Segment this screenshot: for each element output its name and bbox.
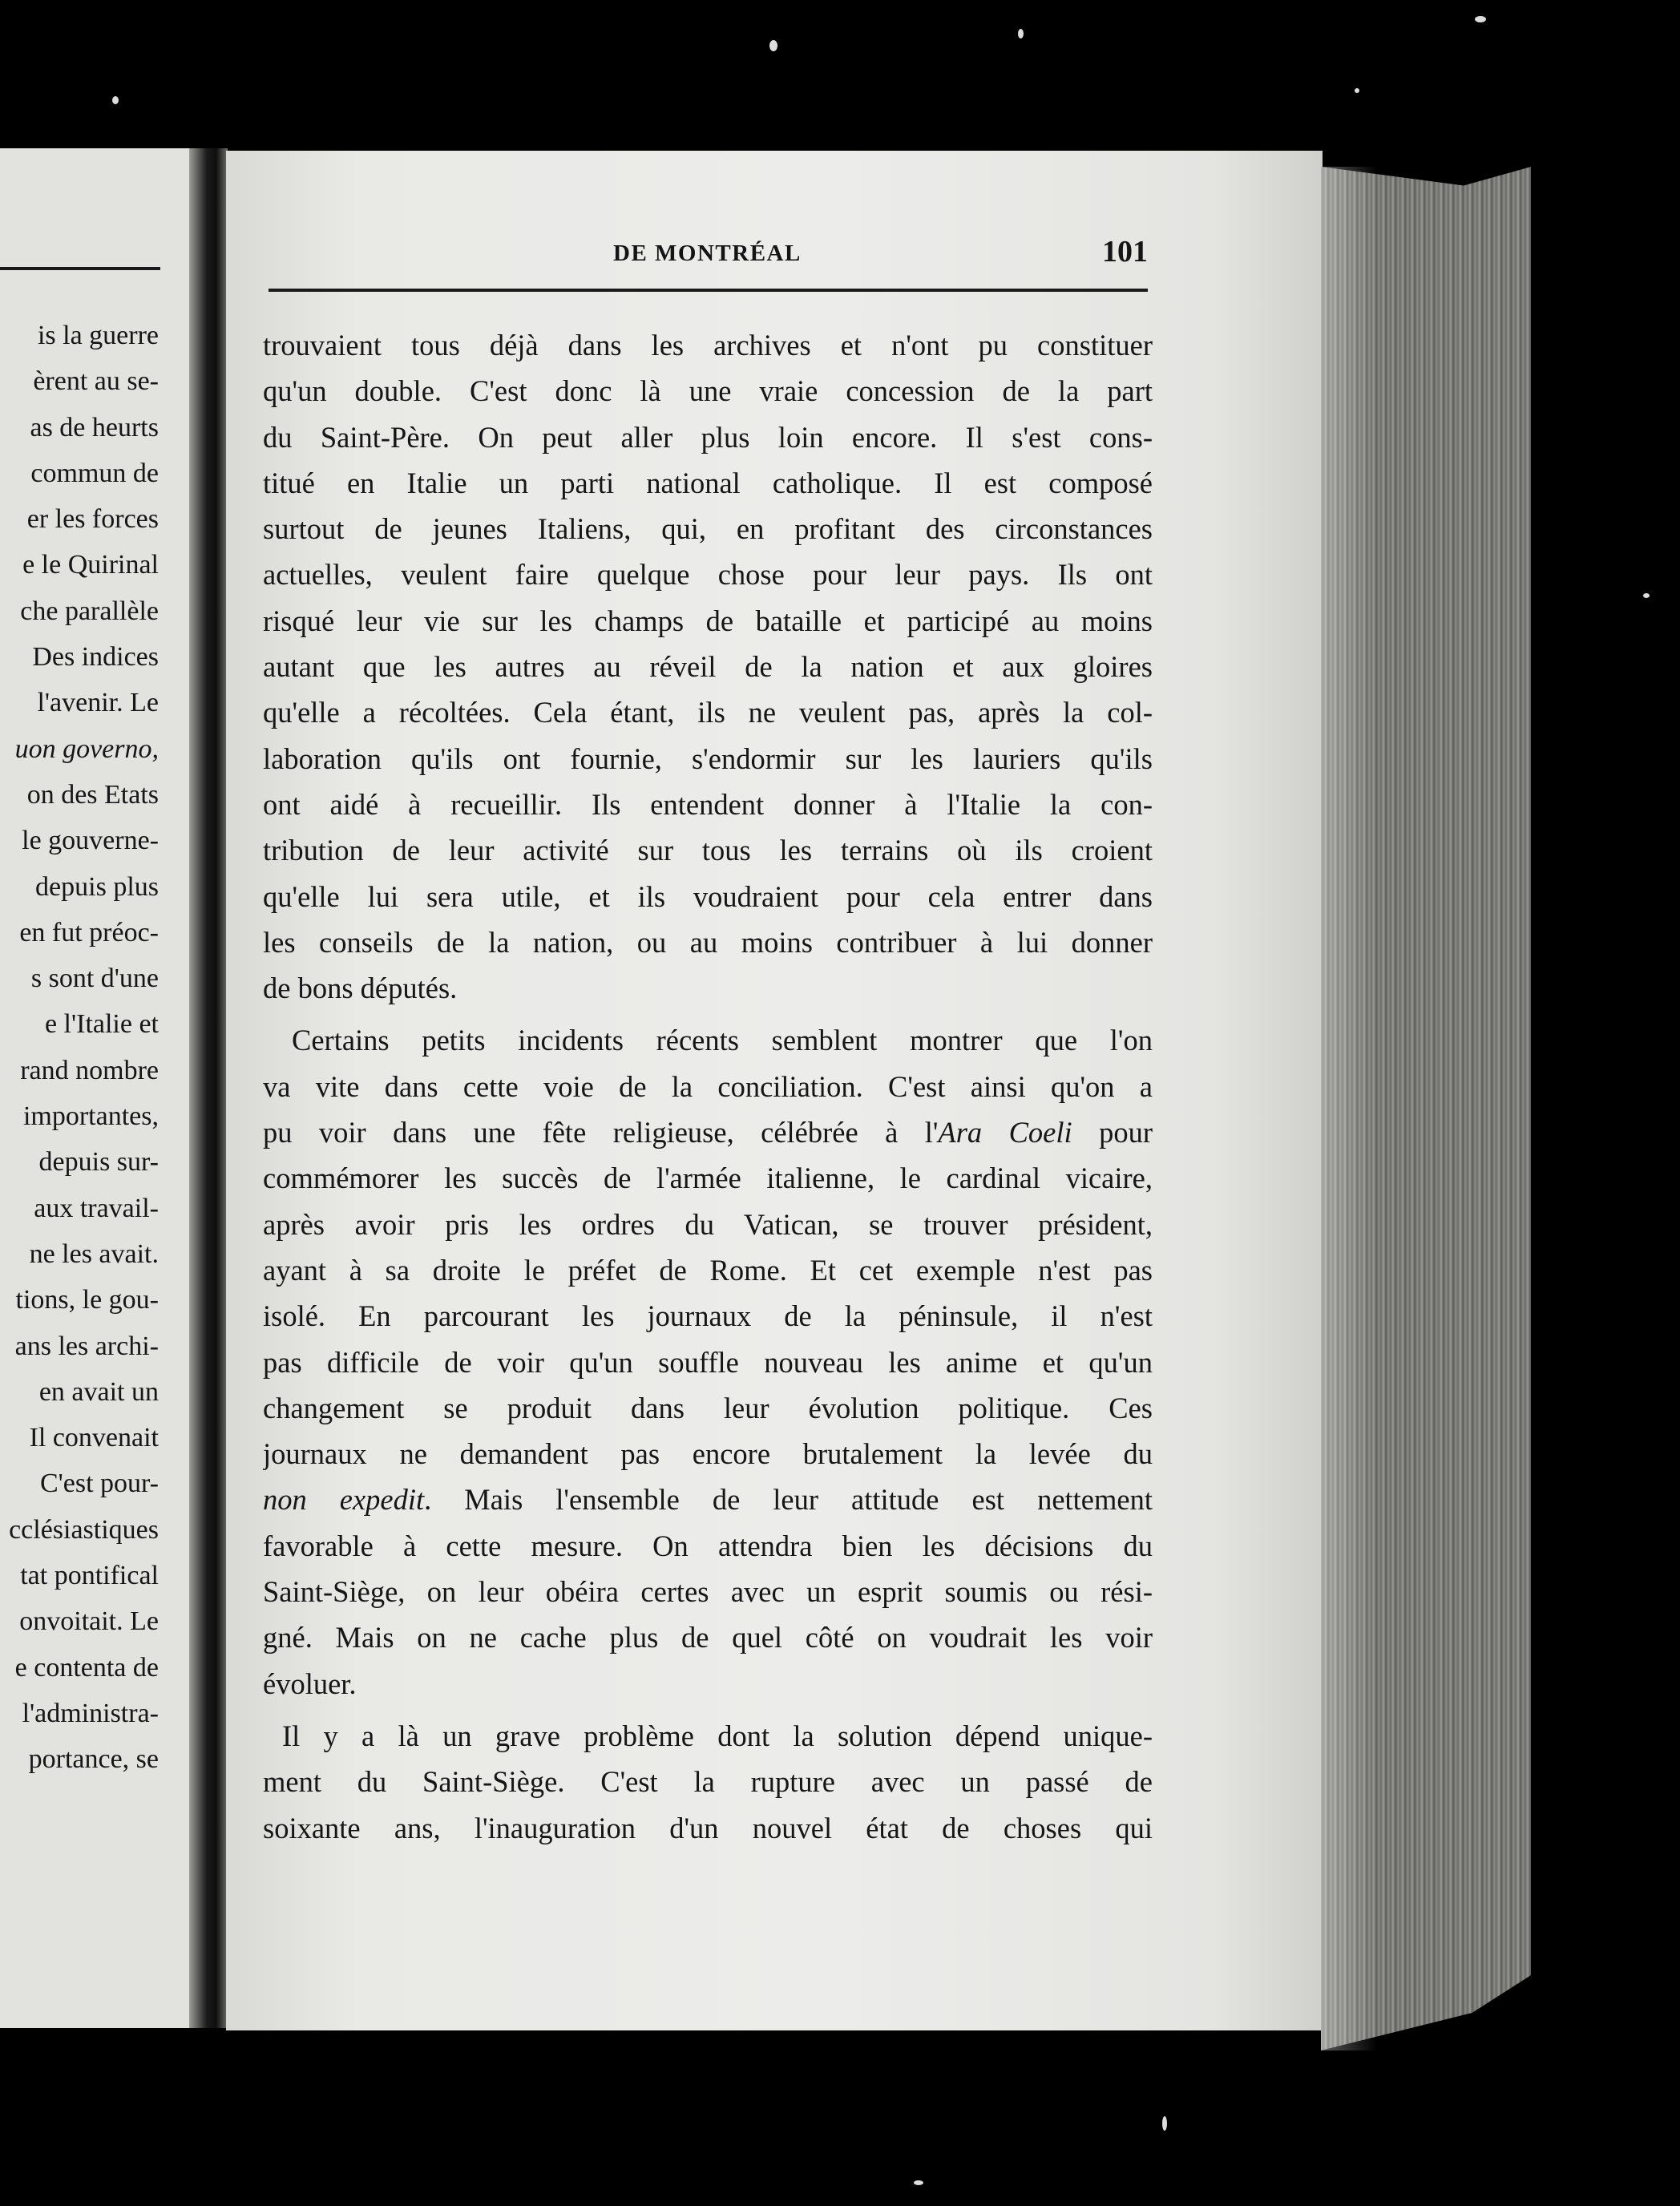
left-page-line: tions, le gou- <box>15 1285 159 1315</box>
text-line: commémorer les succès de l'armée italienne, le cardinal vicaire, <box>263 1162 1153 1195</box>
text-line: qu'elle a récoltées. Cela étant, ils ne veulent pas, après la col- <box>263 696 1153 729</box>
running-head <box>269 232 1150 281</box>
text-line: tribution de leur activité sur tous les terrains où ils croient <box>263 834 1153 867</box>
text-line: laboration qu'ils ont fournie, s'endormir sur les lauriers qu'ils <box>263 741 1153 775</box>
left-page-line: che parallèle <box>20 596 159 626</box>
dust-speck <box>1162 2116 1167 2131</box>
left-page-line: en fut préoc- <box>19 917 159 947</box>
left-page-line: l'administra- <box>22 1698 159 1728</box>
left-page-line: is la guerre <box>37 321 159 350</box>
text-line: Il y a là un grave problème dont la solution dépend unique- <box>282 1719 1153 1752</box>
text-line: va vite dans cette voie de la conciliation. C'est ainsi qu'on a <box>263 1069 1153 1103</box>
left-page-header-rule <box>0 267 160 270</box>
left-page-line: C'est pour- <box>39 1469 159 1499</box>
text-line: du Saint-Père. On peut aller plus loin encore. Il s'est cons- <box>263 420 1153 454</box>
text-line: les conseils de la nation, ou au moins contribuer à lui donner <box>263 925 1153 959</box>
left-page-line: le gouverne- <box>22 826 159 856</box>
left-page-line: portance, se <box>28 1744 159 1775</box>
left-page-line: as de heurts <box>30 412 159 442</box>
left-page-line: aux travail- <box>34 1193 159 1223</box>
text-line: actuelles, veulent faire quelque chose pour leur pays. Ils ont <box>263 558 1153 592</box>
text-line: soixante ans, l'inauguration d'un nouvel état de choses qui <box>263 1811 1153 1844</box>
left-page-line: cclésiastiques <box>9 1514 159 1545</box>
left-page-line: depuis plus <box>35 871 159 902</box>
dust-speck <box>112 96 119 104</box>
dust-speck <box>1018 29 1024 38</box>
text-line: ont aidé à recueillir. Ils entendent donner à l'Italie la con- <box>263 787 1153 821</box>
text-line: qu'elle lui sera utile, et ils voudraient pour cela entrer dans <box>263 879 1153 913</box>
text-line: ment du Saint-Siège. C'est la rupture avec un passé de <box>263 1765 1153 1799</box>
text-line: Certains petits incidents récents semblent montrer que l'on <box>292 1024 1153 1057</box>
text-line: gné. Mais on ne cache plus de quel côté on voudrait les voir <box>263 1621 1153 1654</box>
left-page-line: commun de <box>30 458 159 488</box>
text-line: Saint-Siège, on leur obéira certes avec un esprit soumis ou rési- <box>263 1575 1153 1609</box>
page-body <box>263 322 1153 1851</box>
dust-speck <box>1643 593 1650 598</box>
text-line: trouvaient tous déjà dans les archives et n'ont pu constituer <box>263 329 1153 362</box>
italic-phrase: Ara Coeli <box>938 1116 1072 1149</box>
left-page-line: er les forces <box>26 504 159 535</box>
text-line: de bons députés. <box>263 972 458 1005</box>
text-line: journaux ne demandent pas encore brutalement la levée du <box>263 1437 1153 1471</box>
left-page-line: e contenta de <box>14 1652 159 1683</box>
left-page-line: tat pontifical <box>20 1561 159 1591</box>
left-page-line: s sont d'une <box>30 964 159 994</box>
text-line: risqué leur vie sur les champs de bataille et participé au moins <box>263 604 1153 637</box>
text-line: qu'un double. C'est donc là une vraie concession de la part <box>263 374 1153 408</box>
left-page-text <box>0 313 159 1783</box>
page-edges-shade <box>1321 167 1377 2050</box>
left-page-line: e l'Italie et <box>44 1009 159 1040</box>
text-line: surtout de jeunes Italiens, qui, en profitant des circonstances <box>263 512 1153 546</box>
dust-speck <box>1475 16 1486 22</box>
dust-speck <box>769 40 777 51</box>
text-line: titué en Italie un parti national catholique. Il est composé <box>263 466 1153 499</box>
page-number: 101 <box>1102 235 1148 269</box>
left-page-line: Il convenait <box>29 1423 159 1453</box>
text-line: isolé. En parcourant les journaux de la péninsule, il n'est <box>263 1299 1153 1333</box>
italic-phrase: non expedit <box>263 1483 425 1517</box>
left-page-line: l'avenir. Le <box>37 688 159 718</box>
left-page-line: ans les archi- <box>14 1331 159 1361</box>
text-line: favorable à cette mesure. On attendra bien les décisions du <box>263 1529 1153 1562</box>
left-page-line: e le Quirinal <box>22 550 159 580</box>
left-page-fragment <box>0 148 189 2028</box>
left-page-line: èrent au se- <box>33 366 159 397</box>
paragraph <box>263 1713 1153 1851</box>
text-line: non expedit. Mais l'ensemble de leur attitude est nettement <box>263 1483 1153 1517</box>
left-page-line: ne les avait. <box>29 1238 159 1269</box>
left-page-line: en avait un <box>38 1376 159 1407</box>
text-line: autant que les autres au réveil de la nation et aux gloires <box>263 650 1153 684</box>
book-gutter <box>189 148 228 2028</box>
text-line: après avoir pris les ordres du Vatican, se trouver président, <box>263 1207 1153 1241</box>
left-page-line: rand nombre <box>20 1055 159 1085</box>
paragraph <box>263 1017 1153 1706</box>
text-line: évoluer. <box>263 1667 357 1700</box>
left-page-line: Des indices <box>32 642 159 673</box>
paragraph <box>263 322 1153 1011</box>
text-line: changement se produit dans leur évolution politique. Ces <box>263 1391 1153 1424</box>
left-page-line: on des Etats <box>26 779 159 810</box>
left-page-line: depuis sur- <box>38 1147 159 1178</box>
running-head-rule <box>269 289 1148 292</box>
text-line: pu voir dans une fête religieuse, célébrée à l'Ara Coeli pour <box>263 1116 1153 1149</box>
running-head-title: DE MONTRÉAL <box>613 240 802 266</box>
dust-speck <box>914 2180 923 2185</box>
dust-speck <box>1355 88 1359 93</box>
text-line: ayant à sa droite le préfet de Rome. Et cet exemple n'est pas <box>263 1253 1153 1287</box>
left-page-line: onvoitait. Le <box>19 1606 159 1637</box>
text-line: pas difficile de voir qu'un souffle nouveau les anime et qu'un <box>263 1345 1153 1379</box>
left-page-line: uon governo, <box>14 733 159 764</box>
left-page-line: importantes, <box>22 1101 159 1132</box>
